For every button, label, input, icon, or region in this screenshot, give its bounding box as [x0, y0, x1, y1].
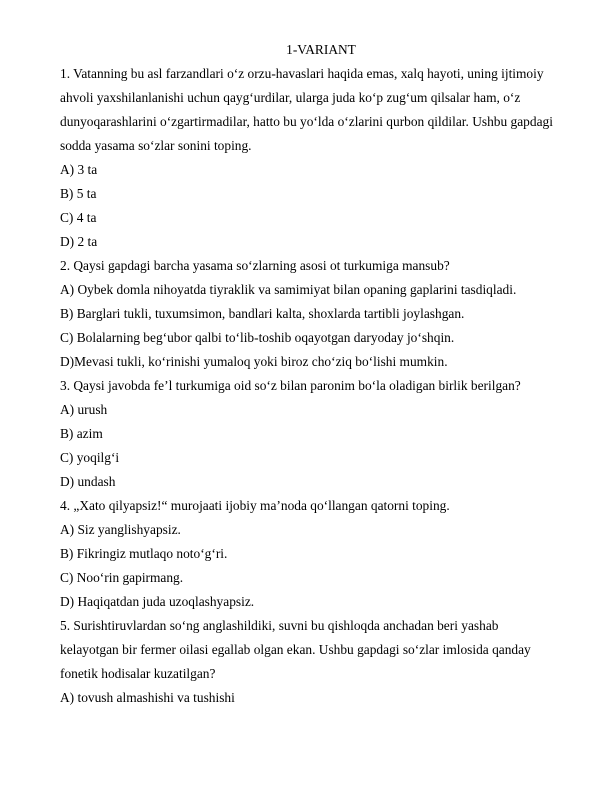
- answer-option-c: C) Noo‘rin gapirmang.: [60, 570, 184, 585]
- answer-option-c: C) 4 ta: [60, 210, 97, 225]
- answer-option-a: A) Siz yanglishyapsiz.: [60, 522, 181, 537]
- answer-option-d: D) 2 ta: [60, 234, 98, 249]
- answer-option-a: A) 3 ta: [60, 162, 98, 177]
- question-4: [60, 494, 572, 614]
- question-text-line: kelayotgan bir fermer oilasi egallab olgan ekan. Ushbu gapdagi so‘zlar imlosida qanday: [60, 642, 531, 657]
- answer-option-c: C) yoqilg‘i: [60, 450, 120, 465]
- answer-option-a: A) tovush almashishi va tushishi: [60, 690, 235, 705]
- question-1: [60, 62, 572, 254]
- question-text-line: dunyoqarashlarini o‘zgartirmadilar, hatto bu yo‘lda o‘zlarini qurbon qildilar. Ushbu gapdagi: [60, 114, 553, 129]
- question-text-line: ahvoli yaxshilanlanishi uchun qayg‘urdilar, ularga juda ko‘p zug‘um qilsalar ham, o‘z: [60, 90, 521, 105]
- answer-option-d: D)Mevasi tukli, ko‘rinishi yumaloq yoki biroz cho‘ziq bo‘lishi mumkin.: [60, 354, 448, 369]
- question-3: [60, 374, 572, 494]
- answer-option-b: B) Barglari tukli, tuxumsimon, bandlari kalta, shoxlarda tartibli joylashgan.: [60, 306, 465, 321]
- question-text-line: 4. „Xato qilyapsiz!“ murojaati ijobiy ma’noda qo‘llangan qatorni toping.: [60, 498, 450, 513]
- question-text-line: fonetik hodisalar kuzatilgan?: [60, 666, 216, 681]
- variant-title: 1-VARIANT: [286, 42, 356, 57]
- question-text-line: 3. Qaysi javobda fe’l turkumiga oid so‘z bilan paronim bo‘la oladigan birlik berilgan?: [60, 378, 521, 393]
- answer-option-b: B) Fikringiz mutlaqo noto‘g‘ri.: [60, 546, 228, 561]
- question-text-line: 2. Qaysi gapdagi barcha yasama so‘zlarning asosi ot turkumiga mansub?: [60, 258, 450, 273]
- answer-option-a: A) urush: [60, 402, 108, 417]
- answer-option-c: C) Bolalarning beg‘ubor qalbi to‘lib-toshib oqayotgan daryoday jo‘shqin.: [60, 330, 455, 345]
- question-text-line: 5. Surishtiruvlardan so‘ng anglashildiki, suvni bu qishloqda anchadan beri yashab: [60, 618, 499, 633]
- answer-option-b: B) azim: [60, 426, 103, 441]
- answer-option-d: D) undash: [60, 474, 116, 489]
- question-text-line: sodda yasama so‘zlar sonini toping.: [60, 138, 252, 153]
- question-5: [60, 614, 572, 710]
- answer-option-d: D) Haqiqatdan juda uzoqlashyapsiz.: [60, 594, 255, 609]
- answer-option-a: A) Oybek domla nihoyatda tiyraklik va samimiyat bilan opaning gaplarini tasdiqladi.: [60, 282, 517, 297]
- answer-option-b: B) 5 ta: [60, 186, 97, 201]
- question-text-line: 1. Vatanning bu asl farzandlari o‘z orzu-havaslari haqida emas, xalq hayoti, uning ijtimoiy: [60, 66, 544, 81]
- question-2: [60, 254, 572, 374]
